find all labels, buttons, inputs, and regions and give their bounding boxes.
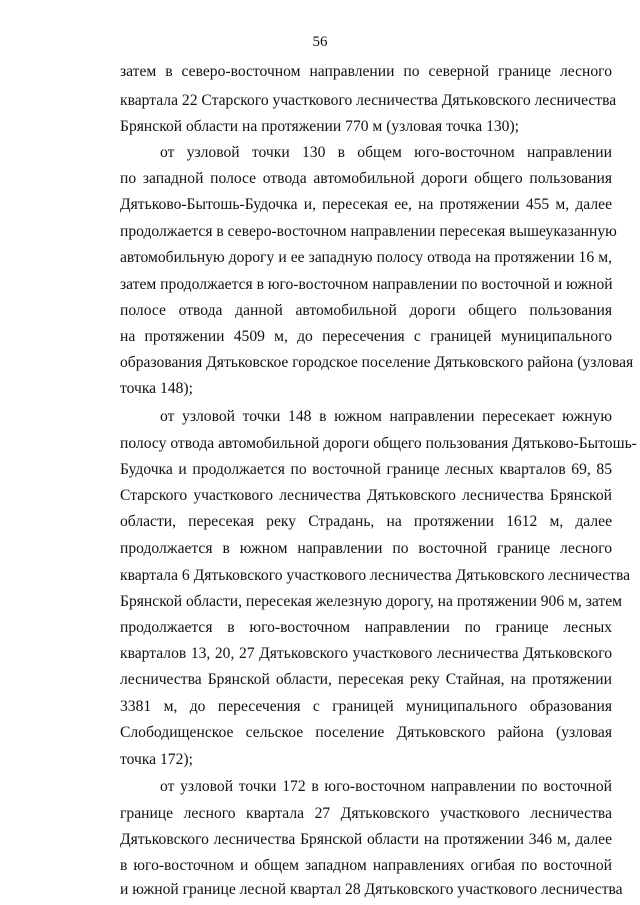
text-line: на протяжении 4509 м, до пересечения с границей муниципального <box>120 328 612 345</box>
text-line: Дятьково-Бытошь-Будочка и, пересекая ее, на протяжении 455 м, далее <box>120 196 612 213</box>
page-number: 56 <box>312 34 328 50</box>
text-line: точка 172); <box>120 751 193 768</box>
text-line: от узловой точки 172 в юго-восточном направлении по восточной <box>160 778 612 795</box>
text-line: лесничества Брянской области, пересекая реку Стайная, на протяжении <box>120 671 612 688</box>
text-line: продолжается в северо-восточном направлении пересекая вышеуказанную <box>120 223 617 240</box>
text-line: кварталов 13, 20, 27 Дятьковского участкового лесничества Дятьковского <box>120 645 612 662</box>
text-line: затем продолжается в юго-восточном направлении по восточной и южной <box>120 276 613 293</box>
text-line: от узловой точки 148 в южном направлении пересекает южную <box>160 408 612 425</box>
text-line: квартала 6 Дятьковского участкового лесничества Дятьковского лесничества <box>120 567 631 584</box>
text-line: Будочка и продолжается по восточной границе лесных кварталов 69, 85 <box>120 461 612 478</box>
text-line: автомобильную дорогу и ее западную полосу отвода на протяжении 16 м, <box>120 249 612 266</box>
text-line: Брянской области на протяжении 770 м (узловая точка 130); <box>120 118 519 135</box>
text-line: границе лесного квартала 27 Дятьковского участкового лесничества <box>120 805 612 822</box>
text-line: по западной полосе отвода автомобильной дороги общего пользования <box>120 170 612 187</box>
text-line: квартала 22 Старского участкового лесничества Дятьковского лесничества <box>120 92 617 109</box>
text-line: области, пересекая реку Страдань, на протяжении 1612 м, далее <box>120 513 612 530</box>
text-line: образования Дятьковское городское поселение Дятьковского района (узловая <box>120 354 634 371</box>
text-line: затем в северо-восточном направлении по северной границе лесного <box>120 63 612 80</box>
text-line: Брянской области, пересекая железную дорогу, на протяжении 906 м, затем <box>120 593 622 610</box>
text-line: полосе отвода данной автомобильной дороги общего пользования <box>120 302 612 319</box>
text-line: полосу отвода автомобильной дороги общего пользования Дятьково-Бытошь- <box>120 435 637 452</box>
text-line: Дятьковского лесничества Брянской области на протяжении 346 м, далее <box>120 831 612 848</box>
text-line: и южной границе лесной квартал 28 Дятьковского участкового лесничества <box>120 881 623 898</box>
text-line: от узловой точки 130 в общем юго-восточном направлении <box>160 144 612 161</box>
text-line: продолжается в юго-восточном направлении по границе лесных <box>120 619 612 636</box>
text-line: в юго-восточном и общем западном направлениях огибая по восточной <box>120 857 612 874</box>
text-line: продолжается в южном направлении по восточной границе лесного <box>120 540 612 557</box>
text-line: 3381 м, до пересечения с границей муниципального образования <box>120 698 612 715</box>
text-line: Слободищенское сельское поселение Дятьковского района (узловая <box>120 724 612 741</box>
text-line: точка 148); <box>120 380 193 397</box>
text-line: Старского участкового лесничества Дятьковского лесничества Брянской <box>120 487 612 504</box>
